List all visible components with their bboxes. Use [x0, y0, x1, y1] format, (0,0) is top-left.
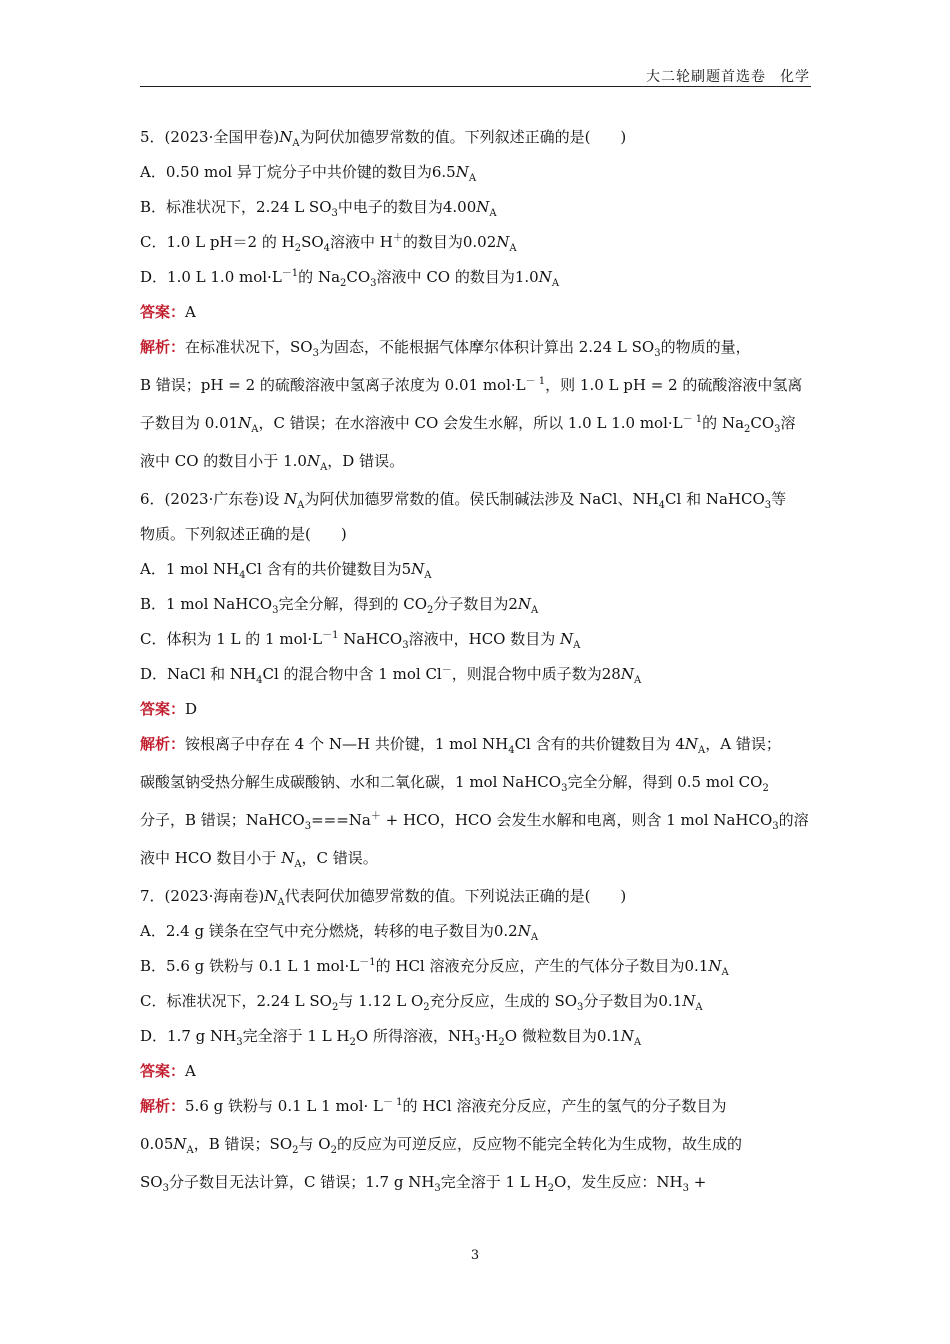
q5-option-b: B．标准状况下，2.24 L $SO_3$中电子的数目为$4.00N_A$	[140, 198, 497, 219]
document-body	[140, 124, 812, 1207]
q7-explanation-line-1: 解析：5.6 g 铁粉与 0.1 L 1 $mol\cdot L^{- 1}$的 HCl 溶液充分反应，产生的氢气的分子数目为	[140, 1097, 727, 1115]
q7-option-b: B．5.6 g 铁粉与 0.1 L 1 $mol\cdot L^{-1}$的 HCl 溶液充分反应，产生的气体分子数目为$0.1N_A$	[140, 957, 729, 978]
q6-explanation-line-3: 分子，B 错误；NaHCO$_3$===Na＋ + HCO，HCO 会发生水解和电离，则含 1 mol NaHCO$_3$的溶	[140, 811, 809, 832]
q7-option-d: D．1.7 g $NH_3$完全溶于 1 L $H_2O$ 所得溶液，$NH_3\cdot H_2O$ 微粒数目为$0.1N_A$	[140, 1027, 642, 1048]
q6-stem: 6．(2023·广东卷)设 $N_A$为阿伏加德罗常数的值。侯氏制碱法涉及 NaCl、$NH_4Cl$ 和 NaHCO$_3$等	[140, 490, 787, 511]
header-subject: 化学	[780, 69, 810, 85]
q6-answer: 答案：D	[140, 700, 198, 718]
page-header	[646, 66, 810, 86]
q5-explanation-line-2: B 错误；pH = 2 的硫酸溶液中氢离子浓度为 0.01 $mol\cdot L^{- 1}$，则 1.0 L pH = 2 的硫酸溶液中氢离	[140, 376, 803, 394]
q7-explanation-line-3: $SO_3$分子数目无法计算，C 错误；1.7 g $NH_3$完全溶于 1 L $H_2O$，发生反应：$NH_3$ +	[140, 1173, 707, 1194]
q6-option-d: D．NaCl 和 $NH_4Cl$ 的混合物中含 1 mol Cl－，则混合物中质子数为$28N_A$	[140, 665, 642, 686]
q5-explanation-line-4: 液中 CO 的数目小于 $1.0N_A$，D 错误。	[140, 452, 405, 473]
q6-stem-cont: 物质。下列叙述正确的是( )	[140, 525, 347, 543]
q6-option-a: A．1 mol $NH_4Cl$ 含有的共价键数目为$5N_A$	[140, 560, 432, 581]
q5-explanation-line-3: 子数目为 $0.01N_A$，C 错误；在水溶液中 CO 会发生水解，所以 1.0 L 1.0 $mol\cdot L^{- 1}$的 $Na_2CO_3$溶	[140, 414, 796, 435]
q5-answer: 答案：A	[140, 303, 196, 321]
q6-explanation-line-4: 液中 HCO 数目小于 $N_A$，C 错误。	[140, 849, 378, 870]
q6-explanation-line-2: 碳酸氢钠受热分解生成碳酸钠、水和二氧化碳，1 mol NaHCO$_3$完全分解，得到 0.5 mol $CO_2$	[140, 773, 769, 794]
q6-option-b: B．1 mol NaHCO$_3$完全分解，得到的 $CO_2$分子数目为$2N_A$	[140, 595, 539, 616]
q5-option-a: A．0.50 mol 异丁烷分子中共价键的数目为$6.5N_A$	[140, 163, 477, 184]
q7-explanation-line-2: $0.05N_A$，B 错误；$SO_2$与 $O_2$的反应为可逆反应，反应物不能完全转化为生成物，故生成的	[140, 1135, 742, 1156]
q5-option-d: D．1.0 L 1.0 $mol\cdot L^{-1}$的 $Na_2CO_3$溶液中 CO 的数目为$1.0N_A$	[140, 268, 560, 289]
q6-option-c: C．体积为 1 L 的 1 $mol\cdot L^{-1}$ NaHCO$_3$溶液中，HCO 数目为 $N_A$	[140, 630, 581, 651]
header-title: 大二轮刷题首选卷	[646, 69, 766, 85]
q5-explanation-line-1: 解析：在标准状况下，$SO_3$为固态，不能根据气体摩尔体积计算出 2.24 L $SO_3$的物质的量，	[140, 338, 751, 359]
header-rule	[140, 86, 811, 87]
q7-option-c: C．标准状况下，2.24 L $SO_2$与 1.12 L $O_2$充分反应，生成的 $SO_3$分子数目为$0.1N_A$	[140, 992, 703, 1013]
q7-answer: 答案：A	[140, 1062, 196, 1080]
q5-option-c: C．1.0 L pH＝2 的 $H_2SO_4$溶液中 H＋的数目为$0.02N_A$	[140, 233, 517, 254]
q6-explanation-line-1: 解析：铵根离子中存在 4 个 N—H 共价键，1 mol $NH_4Cl$ 含有的共价键数目为 $4N_A$，A 错误；	[140, 735, 781, 756]
page-number: 3	[470, 1248, 480, 1263]
q7-option-a: A．2.4 g 镁条在空气中充分燃烧，转移的电子数目为$0.2N_A$	[140, 922, 539, 943]
q5-stem: 5．(2023·全国甲卷)$N_A$为阿伏加德罗常数的值。下列叙述正确的是( )	[140, 128, 627, 149]
q7-stem: 7．(2023·海南卷)$N_A$代表阿伏加德罗常数的值。下列说法正确的是( )	[140, 887, 627, 908]
